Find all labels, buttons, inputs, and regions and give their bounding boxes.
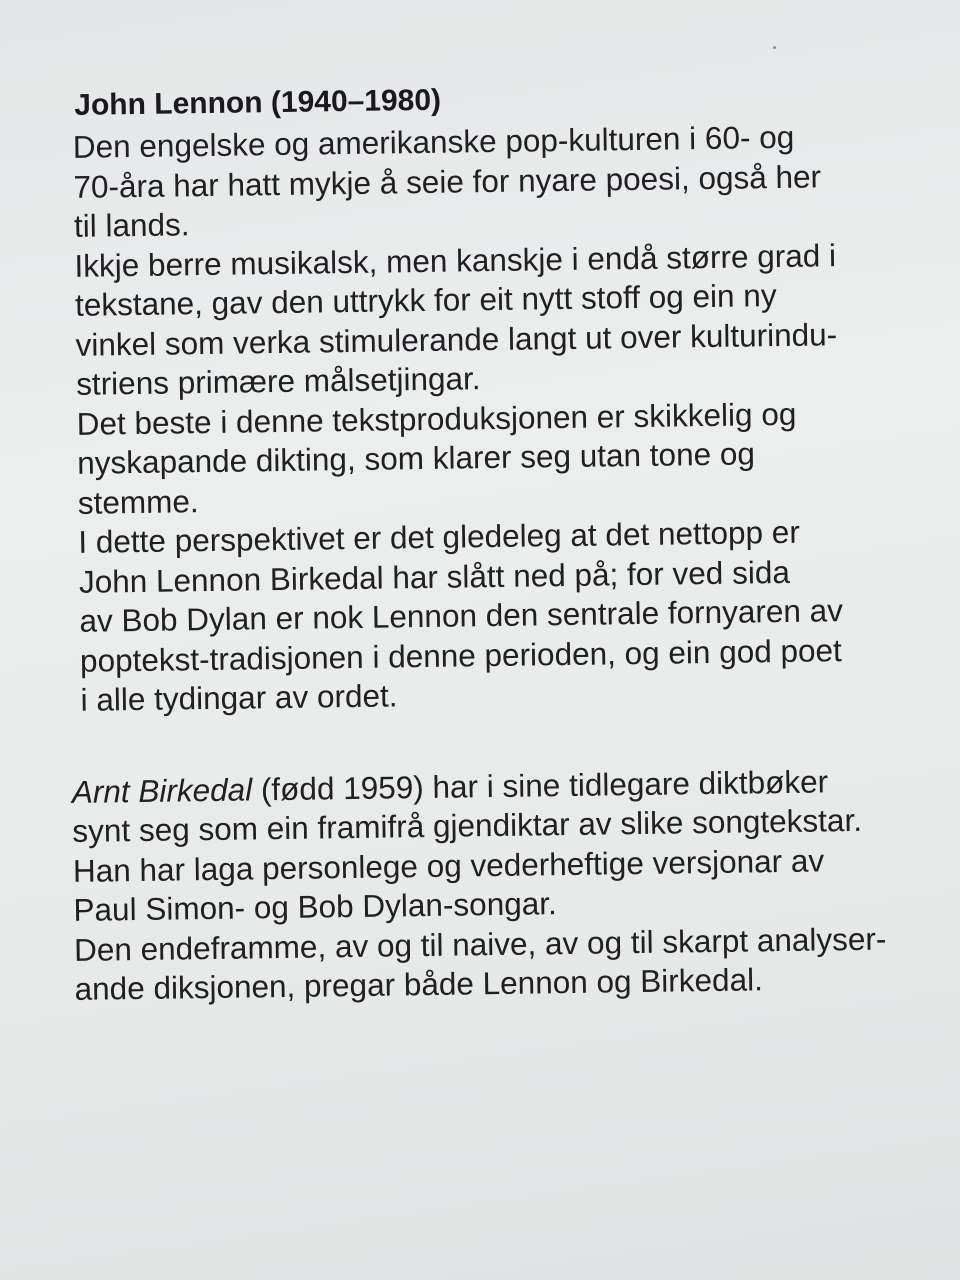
text-line: til lands.	[73, 206, 190, 244]
paragraph-birkedal	[72, 760, 935, 1009]
text-line: Den endeframme, av og til naive, av og til skarpt analyser-	[73, 920, 887, 968]
text-line: ande diksjonen, pregar både Lennon og Birkedal.	[74, 961, 764, 1007]
text-line: Ikkje berre musikalsk, men kanskje i endå større grad i	[74, 236, 837, 284]
text-line: av Bob Dylan er nok Lennon den sentrale fornyaren av	[79, 592, 844, 639]
author-intro: (fødd 1959) har i sine tidlegare diktbøker	[251, 762, 829, 807]
text-line: Paul Simon- og Bob Dylan-songar.	[73, 885, 557, 928]
text-line: John Lennon Birkedal har slått ned på; for ved sida	[78, 553, 791, 600]
text-line: poptekst-tradisjonen i denne perioden, og ein god poet	[79, 631, 843, 679]
text-line: I dette perspektivet er det gledeleg at det nettopp er	[78, 513, 801, 560]
text-line: Han har laga personlege og vederheftige versjonar av	[72, 841, 825, 889]
text-line: Det beste i denne tekstproduksjonen er skikkelig og	[76, 395, 797, 442]
paragraph-lennon	[63, 116, 931, 720]
text-line: synt seg som ein framifrå gjendiktar av slike songtekstar.	[72, 801, 863, 849]
text-line: 70-åra har hatt mykje å seie for nyare poesi, også her	[73, 157, 822, 205]
document-heading: John Lennon (1940–1980)	[74, 83, 442, 122]
text-line: i alle tydingar av ordet.	[80, 677, 398, 718]
text-line: nyskapande dikting, som klarer seg utan tone og	[77, 435, 756, 481]
document-page	[62, 74, 935, 1009]
text-line: vinkel som verka stimulerande langt ut over kulturindu-	[75, 315, 838, 363]
text-line: tekstane, gav den uttrykk for eit nytt stoff og ein ny	[74, 277, 777, 323]
author-name: Arnt Birkedal	[71, 770, 253, 810]
paper-speck	[773, 46, 776, 49]
text-line: striens primære målsetjingar.	[75, 360, 481, 402]
text-line: Den engelske og amerikanske pop-kulturen i 60- og	[72, 118, 795, 165]
text-line: stemme.	[77, 482, 199, 521]
